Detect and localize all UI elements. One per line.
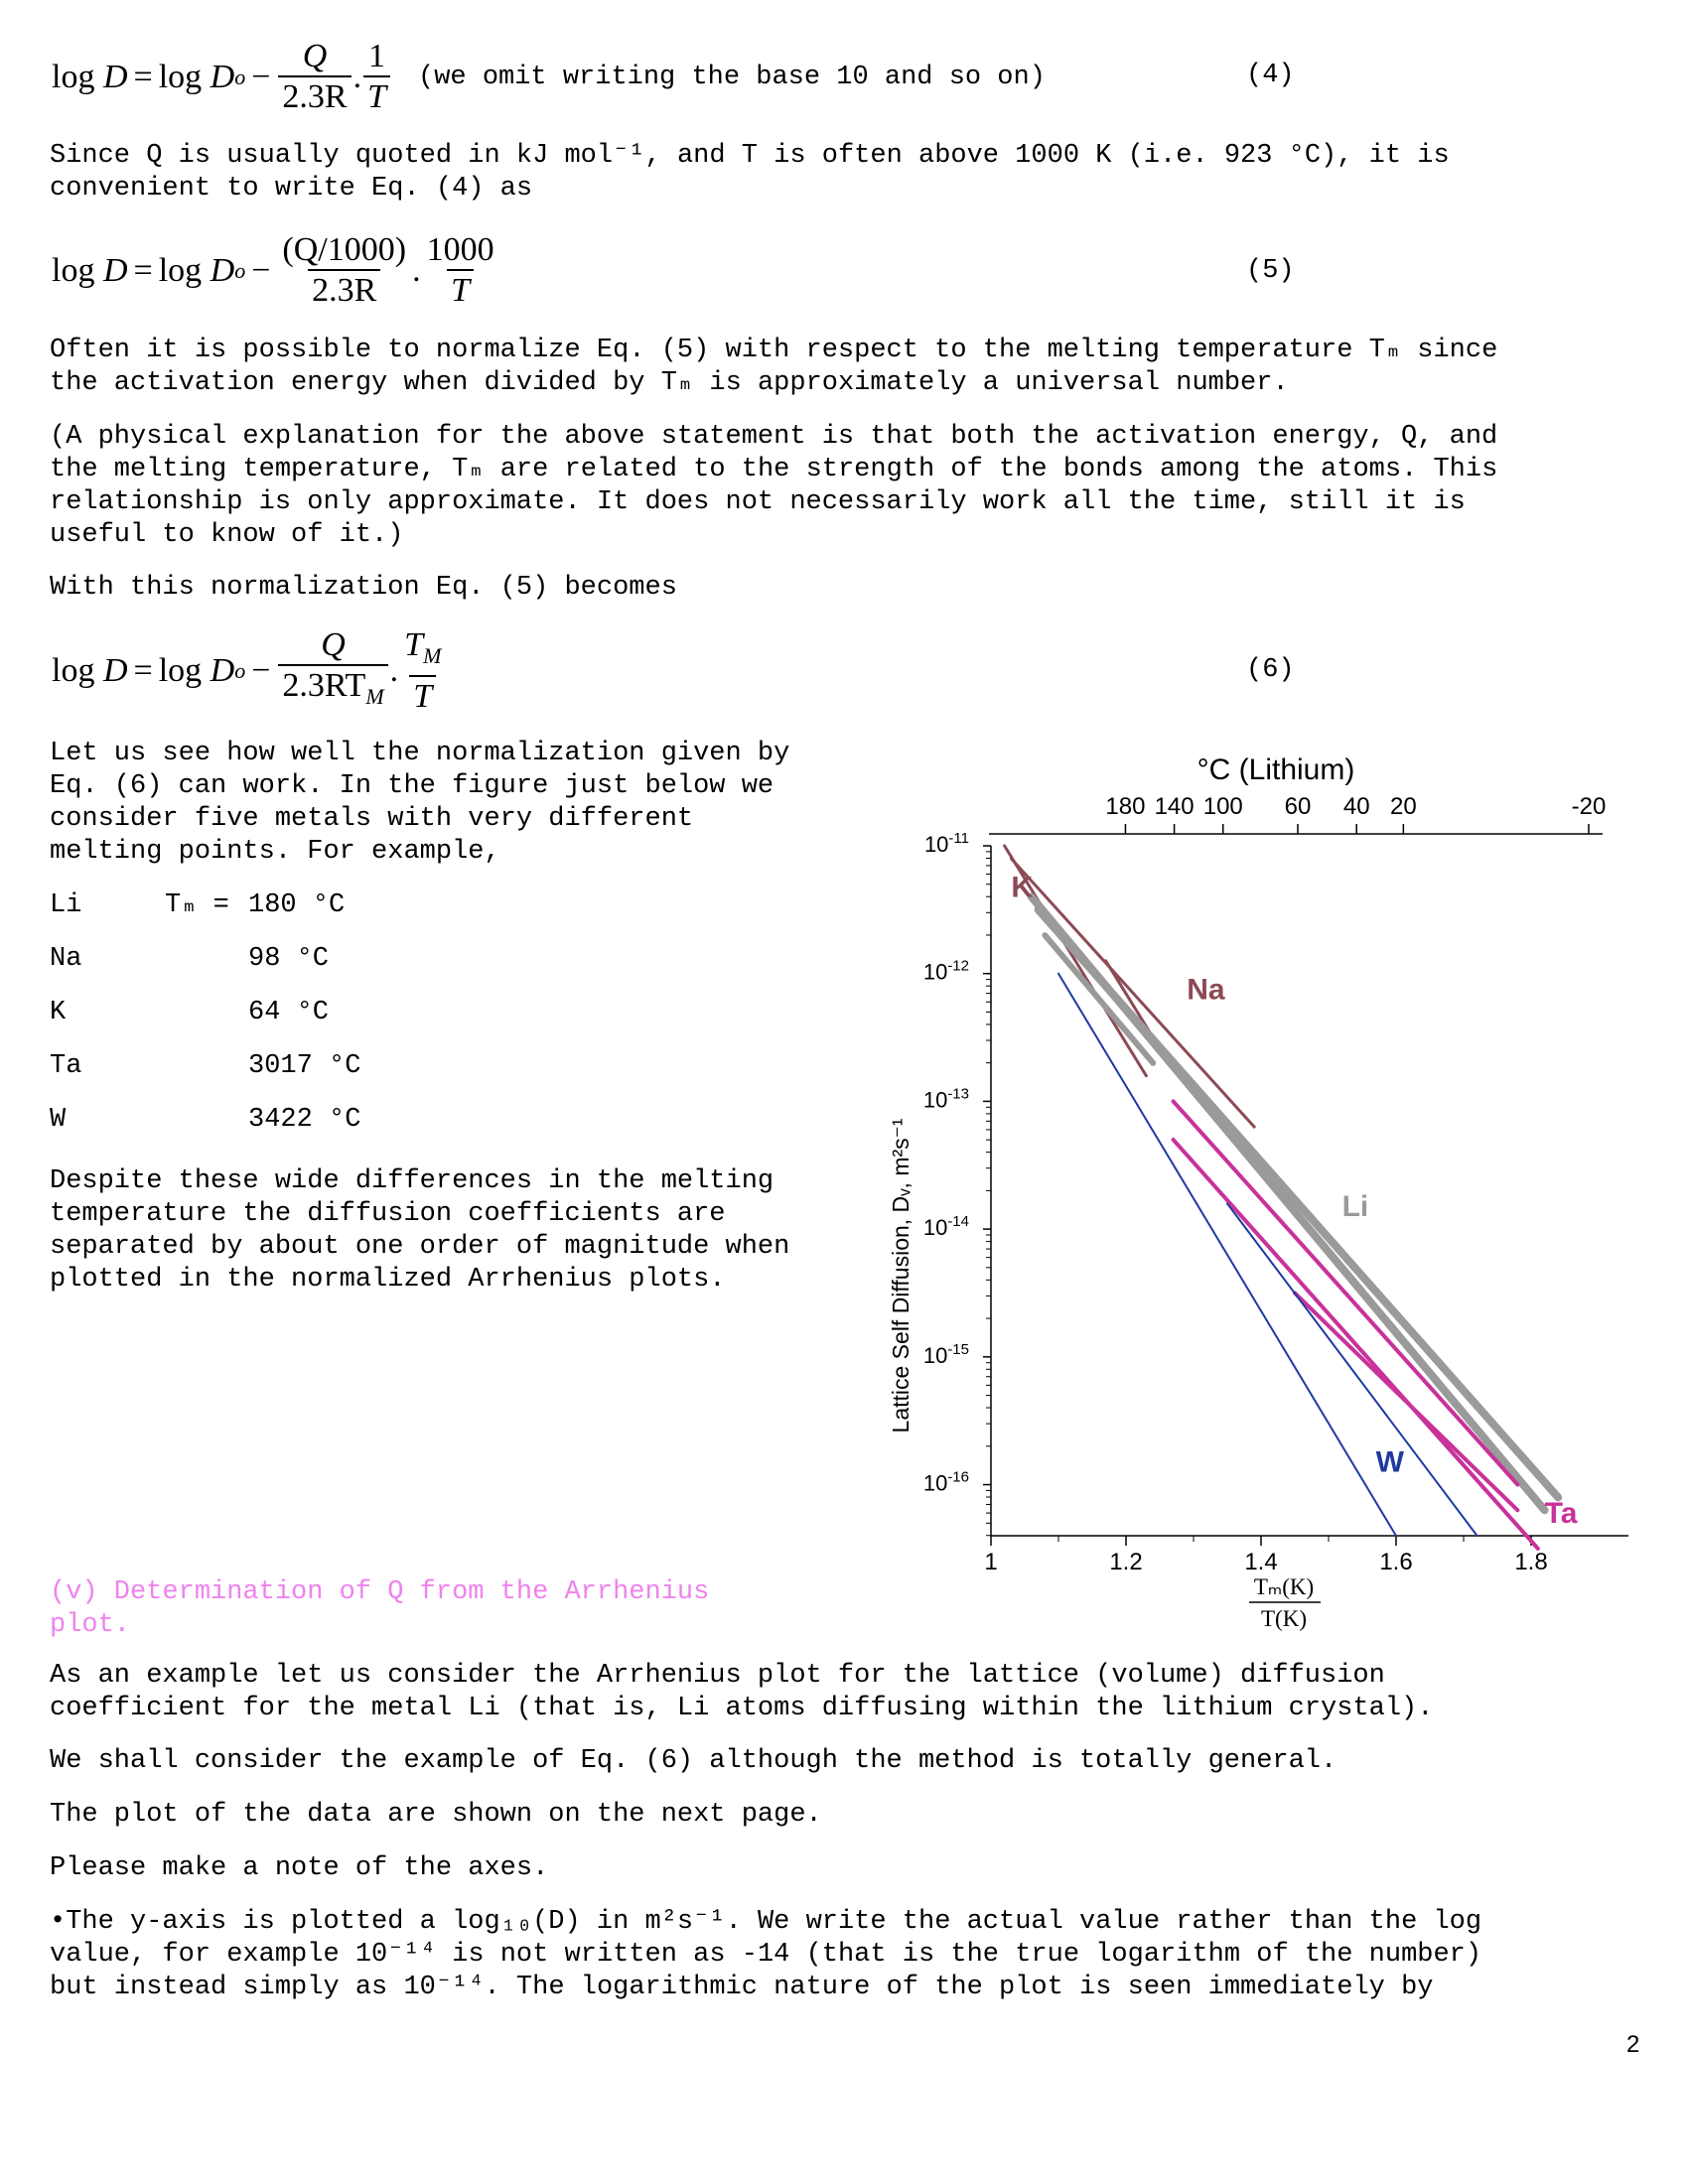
fraction-denominator: T [409,675,436,717]
y-tick-exponent: -14 [947,1213,969,1231]
fraction-denominator: T [447,269,474,311]
fraction-numerator [400,626,445,675]
log-func: log [158,59,203,95]
equation-6: log D = log D o − $\frac{Q}{2.3RT_M}$ . $\frac{T_M}{T}$ [52,623,447,719]
page-number: 2 [1626,2031,1640,2058]
text-line: Since Q is usually quoted in kJ mol⁻¹, and T is often above 1000 K (i.e. 923 °C), it is [50,141,1450,171]
fraction-denominator: T [363,75,390,117]
y-tick-label [923,1469,969,1496]
text-line: the melting temperature, Tₘ are related to the strength of the bonds among the atoms. This [50,455,1498,484]
equation-number-6: (6) [1246,655,1295,685]
arrhenius-chart [864,735,1638,1638]
paragraph-4: With this normalization Eq. (5) becomes [50,573,677,603]
dot-operator: . [352,59,362,95]
fraction-numerator: Q [302,38,328,74]
series-line-li [1032,896,1545,1510]
den-text: 2.3RT [282,666,366,704]
top-axis-title: °C (Lithium) [1196,753,1355,786]
paragraph-5 [50,738,864,869]
metal-name: W [50,1105,67,1135]
paragraph-1 [50,140,1618,205]
top-tick-label: 40 [1342,793,1370,820]
y-tick-label [924,830,969,857]
x-tick-label: 1 [984,1549,998,1575]
series-label-k: K [1011,871,1034,904]
series-label-na: Na [1187,973,1225,1007]
y-tick-exponent: -12 [947,957,969,975]
x-tick-label: 1.4 [1244,1549,1278,1575]
series-line-ta [1174,1101,1518,1484]
series-label-li: Li [1341,1190,1369,1224]
fraction-denominator [278,75,351,117]
subscript-o: o [234,65,246,89]
y-tick-exponent: -13 [947,1085,969,1103]
var-d: D [102,59,128,95]
top-tick-label: 100 [1202,793,1243,820]
paragraph-8: We shall consider the example of Eq. (6) although the method is totally general. [50,1746,1337,1776]
y-tick-base: 10 [922,1342,948,1368]
top-tick-label: -20 [1571,793,1607,820]
top-tick-label: 20 [1390,793,1417,820]
text-line: As an example let us consider the Arrhenius plot for the lattice (volume) diffusion [50,1661,1385,1691]
text-line: Despite these wide differences in the melting [50,1166,774,1196]
fraction-numerator: Q [321,625,346,663]
text-line: but instead simply as 10⁻¹⁴. The logarithmic nature of the plot is seen immediately by [50,1973,1434,2002]
metal-melting-point: 3422 °C [248,1105,361,1135]
paragraph-6 [50,1165,864,1297]
text-line [50,1576,864,1609]
den-subscript: M [365,683,384,709]
paragraph-7 [50,1660,1618,1725]
y-axis-label: Lattice Self Diffusion, Dᵥ, m²s⁻¹ [888,1118,914,1433]
metal-name: Ta [50,1051,82,1081]
metal-name: Na [50,944,82,974]
fraction-numerator: 1000 [426,231,494,268]
text-line: (A physical explanation for the above statement is that both the activation energy, Q, and [50,422,1498,452]
equation-5: log D = log D o − $\frac{(Q/1000)}{2.3R}$ . $\frac{1000}{T}$ [52,223,500,319]
text-line: Eq. (6) can work. In the figure just below we [50,771,774,801]
text-line: the activation energy when divided by Tₘ is approximately a universal number. [50,368,1289,398]
num-subscript: M [423,642,442,668]
text-line: value, for example 10⁻¹⁴ is not written as -14 (that is the true logarithm of the number) [50,1940,1482,1970]
metal-melting-point: 64 °C [248,998,330,1027]
fraction-q-over-2-3r [278,38,351,117]
y-tick-label [923,1085,969,1112]
series-label-ta: Ta [1544,1497,1578,1531]
x-axis-label-numerator: Tₘ(K) [1253,1574,1315,1599]
fraction-numerator: (Q/1000) [282,231,407,268]
series-line-w [1227,1203,1477,1536]
fraction-1000-over-t [423,231,498,311]
y-tick-exponent: -11 [948,830,969,847]
y-tick-base: 10 [922,1470,948,1496]
fraction-denominator [278,664,387,717]
log-func: log [52,59,95,95]
text-line: useful to know of it.) [50,520,404,550]
metal-label: Tₘ = [165,890,229,920]
text-line: convenient to write Eq. (4) as [50,174,533,204]
y-tick-base: 10 [922,959,948,985]
text-line: consider five metals with very different [50,804,694,834]
fraction-q-over-2-3rtm [278,626,387,717]
section-heading [50,1576,864,1642]
minus-sign: − [251,59,271,95]
fraction-1-over-t [363,38,390,117]
equation-number-5: (5) [1246,256,1295,286]
text-line: plot. [50,1610,131,1640]
fraction-denominator: 2.3R [308,269,380,311]
equation-4 [52,30,1046,125]
top-axis [1105,793,1606,834]
text-line: temperature the diffusion coefficients are [50,1199,726,1229]
series-lines [1005,846,1559,1549]
x-tick-label: 1.6 [1379,1549,1413,1575]
metal-melting-point: 98 °C [248,944,330,974]
text-line: melting points. For example, [50,837,500,867]
equation-comment: (we omit writing the base 10 and so on) [418,62,1046,92]
x-axis-label-denominator: T(K) [1261,1606,1307,1631]
text-line: •The y-axis is plotted a log₁₀(D) in m²s⁻¹. We write the actual value rather than the log [50,1907,1482,1937]
top-tick-label: 180 [1105,793,1146,820]
y-tick-base: 10 [922,1215,948,1241]
paragraph-11 [50,1906,1618,2004]
num-text: T [404,625,424,663]
metal-name: K [50,998,67,1027]
paragraph-9: The plot of the data are shown on the next page. [50,1800,822,1830]
heading-text: (v) Determination of Q from the Arrhenius [50,1577,710,1607]
metal-melting-point: 180 °C [248,890,346,920]
y-tick-label [923,958,969,985]
text-line: coefficient for the metal Li (that is, Li atoms diffusing within the lithium crystal). [50,1694,1434,1723]
text-line: Often it is possible to normalize Eq. (5) with respect to the melting temperature Tₘ since [50,336,1498,365]
paragraph-10: Please make a note of the axes. [50,1853,549,1883]
top-tick-label: 60 [1284,793,1312,820]
var-do: D [210,59,235,95]
y-tick-label [923,1341,969,1368]
paragraph-2 [50,335,1618,400]
y-tick-label [923,1213,969,1240]
paragraph-3 [50,421,1618,552]
metal-name: Li [50,890,82,920]
fraction-numerator: 1 [368,38,386,74]
y-tick-base: 10 [922,1087,948,1113]
x-tick-label: 1.2 [1109,1549,1143,1575]
den-text: 2.3R [282,78,348,115]
x-tick-label: 1.8 [1514,1549,1548,1575]
equation-number-4: (4) [1246,61,1295,90]
x-axis [984,1536,1547,1575]
y-tick-base: 10 [923,832,949,857]
top-tick-label: 140 [1154,793,1195,820]
equals-sign: = [133,59,153,95]
text-line: relationship is only approximate. It does not necessarily work all the time, still it is [50,487,1466,517]
text-line: Let us see how well the normalization given by [50,739,790,768]
text-line: plotted in the normalized Arrhenius plots. [50,1265,726,1295]
text-line: separated by about one order of magnitude when [50,1232,790,1262]
y-tick-exponent: -15 [947,1340,969,1358]
y-tick-exponent: -16 [947,1468,969,1486]
fraction-tm-over-t [400,626,445,717]
metal-melting-point: 3017 °C [248,1051,361,1081]
y-axis [923,830,991,1536]
series-label-w: W [1375,1445,1404,1479]
fraction-q1000-over-2-3r [278,231,410,311]
